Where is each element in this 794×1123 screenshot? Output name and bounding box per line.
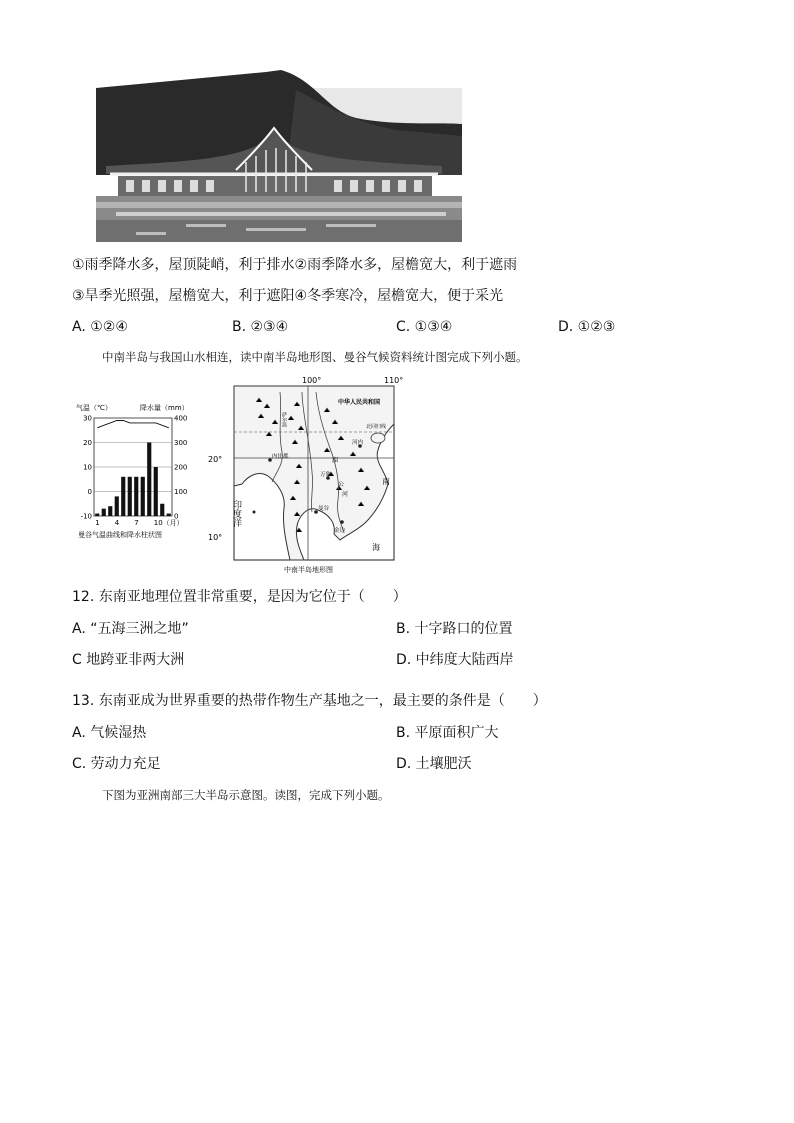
statement-line-1: ①雨季降水多，屋顶陡峭，利于排水②雨季降水多，屋檐宽大，利于遮雨 bbox=[72, 257, 518, 273]
city-naypyidaw: 内比都 bbox=[272, 454, 289, 460]
temperature-line bbox=[97, 421, 169, 428]
precip-bar bbox=[95, 514, 99, 516]
y-tick-label-right: 100 bbox=[174, 488, 188, 496]
precip-bar bbox=[108, 506, 112, 516]
sea-label-2: 南 bbox=[382, 477, 390, 486]
y-tick-label-left: 30 bbox=[83, 414, 92, 423]
country-label: 中华人民共和国 bbox=[338, 399, 381, 406]
precip-bar bbox=[167, 514, 171, 516]
lon-110-label: 110° bbox=[384, 376, 404, 385]
precip-bar bbox=[141, 477, 145, 516]
intro-peninsulas: 下图为亚洲南部三大半岛示意图。读图，完成下列小题。 bbox=[102, 788, 390, 802]
x-tick-label: 4 bbox=[114, 519, 120, 527]
x-tick-label: 7 bbox=[134, 519, 139, 527]
option-b[interactable]: B. ②③④ bbox=[232, 319, 289, 335]
x-tick-label: 1 bbox=[95, 519, 100, 527]
q12-option-d[interactable]: D. 中纬度大陆西岸 bbox=[396, 652, 514, 668]
y-tick-label-right: 400 bbox=[174, 414, 188, 423]
y-tick-label-right: 0 bbox=[174, 512, 179, 521]
option-c[interactable]: C. ①③④ bbox=[396, 319, 453, 335]
statement-line-2: ③旱季光照强，屋檐宽大，利于遮阳④冬季寒冷，屋檐宽大，便于采光 bbox=[72, 288, 504, 304]
y-tick-label-left: -10 bbox=[80, 512, 92, 521]
chart-caption: 曼谷气温曲线和降水柱状图 bbox=[78, 531, 162, 539]
intro-indochina: 中南半岛与我国山水相连，读中南半岛地形图、曼谷气候资料统计图完成下列小题。 bbox=[102, 350, 528, 364]
q13-option-a[interactable]: A. 气候湿热 bbox=[72, 725, 147, 741]
sea-label: 海 bbox=[372, 543, 380, 552]
y-tick-label-right: 300 bbox=[174, 439, 188, 447]
lon-100-label: 100° bbox=[302, 376, 322, 385]
indochina-map bbox=[198, 372, 408, 576]
q13-option-b[interactable]: B. 平原面积广大 bbox=[396, 725, 499, 741]
city-bangkok: 曼谷 bbox=[318, 506, 330, 512]
y-tick-label-left: 20 bbox=[83, 439, 92, 447]
q13-stem: 13. 东南亚成为世界重要的热带作物生产基地之一，最主要的条件是（ ） bbox=[72, 693, 547, 709]
precip-bar bbox=[160, 504, 164, 516]
y-tick-label-left: 10 bbox=[83, 463, 92, 472]
precip-bar bbox=[102, 509, 106, 516]
building-photo bbox=[96, 70, 462, 242]
right-axis-title: 降水量（mm） bbox=[140, 404, 189, 412]
river-label-3: 河 bbox=[342, 491, 349, 498]
river-label-4: 萨尔温 bbox=[281, 412, 287, 427]
city-hanoi: 河内 bbox=[352, 440, 364, 446]
q12-option-c[interactable]: C 地跨亚非两大洲 bbox=[72, 652, 185, 668]
q12-option-b[interactable]: B. 十字路口的位置 bbox=[396, 621, 513, 637]
precip-bar bbox=[115, 496, 119, 516]
q13-option-c[interactable]: C. 劳动力充足 bbox=[72, 756, 161, 772]
precip-bar bbox=[147, 443, 151, 517]
option-d[interactable]: D. ①②③ bbox=[558, 319, 616, 335]
map-caption: 中南半岛地形图 bbox=[284, 566, 333, 574]
q13-option-d[interactable]: D. 土壤肥沃 bbox=[396, 756, 472, 772]
precip-bar bbox=[121, 477, 125, 516]
option-a[interactable]: A. ①②④ bbox=[72, 319, 128, 335]
q12-option-a[interactable]: A. “五海三洲之地” bbox=[72, 621, 189, 637]
precip-bar bbox=[154, 467, 158, 516]
city-phnompenh: 金边 bbox=[334, 528, 346, 534]
q12-stem: 12. 东南亚地理位置非常重要，是因为它位于（ ） bbox=[72, 589, 407, 605]
x-tick-label: 10（月） bbox=[153, 519, 184, 527]
city-vientiane: 万象 bbox=[320, 472, 332, 478]
y-tick-label-left: 0 bbox=[87, 488, 92, 496]
river-label-1: 湄 bbox=[332, 457, 339, 464]
left-axis-title: 气温（℃） bbox=[76, 404, 112, 412]
y-tick-label-right: 200 bbox=[174, 463, 188, 472]
lat-20-label: 20° bbox=[208, 455, 223, 464]
precip-bar bbox=[128, 477, 132, 516]
river-label-2: 公 bbox=[338, 481, 345, 488]
tropic-label: 北回归线 bbox=[366, 424, 387, 430]
indian-ocean-label: 印度洋 bbox=[231, 500, 241, 527]
bangkok-climate-chart bbox=[76, 400, 202, 540]
lat-10-label: 10° bbox=[208, 533, 223, 542]
precip-bar bbox=[134, 477, 138, 516]
